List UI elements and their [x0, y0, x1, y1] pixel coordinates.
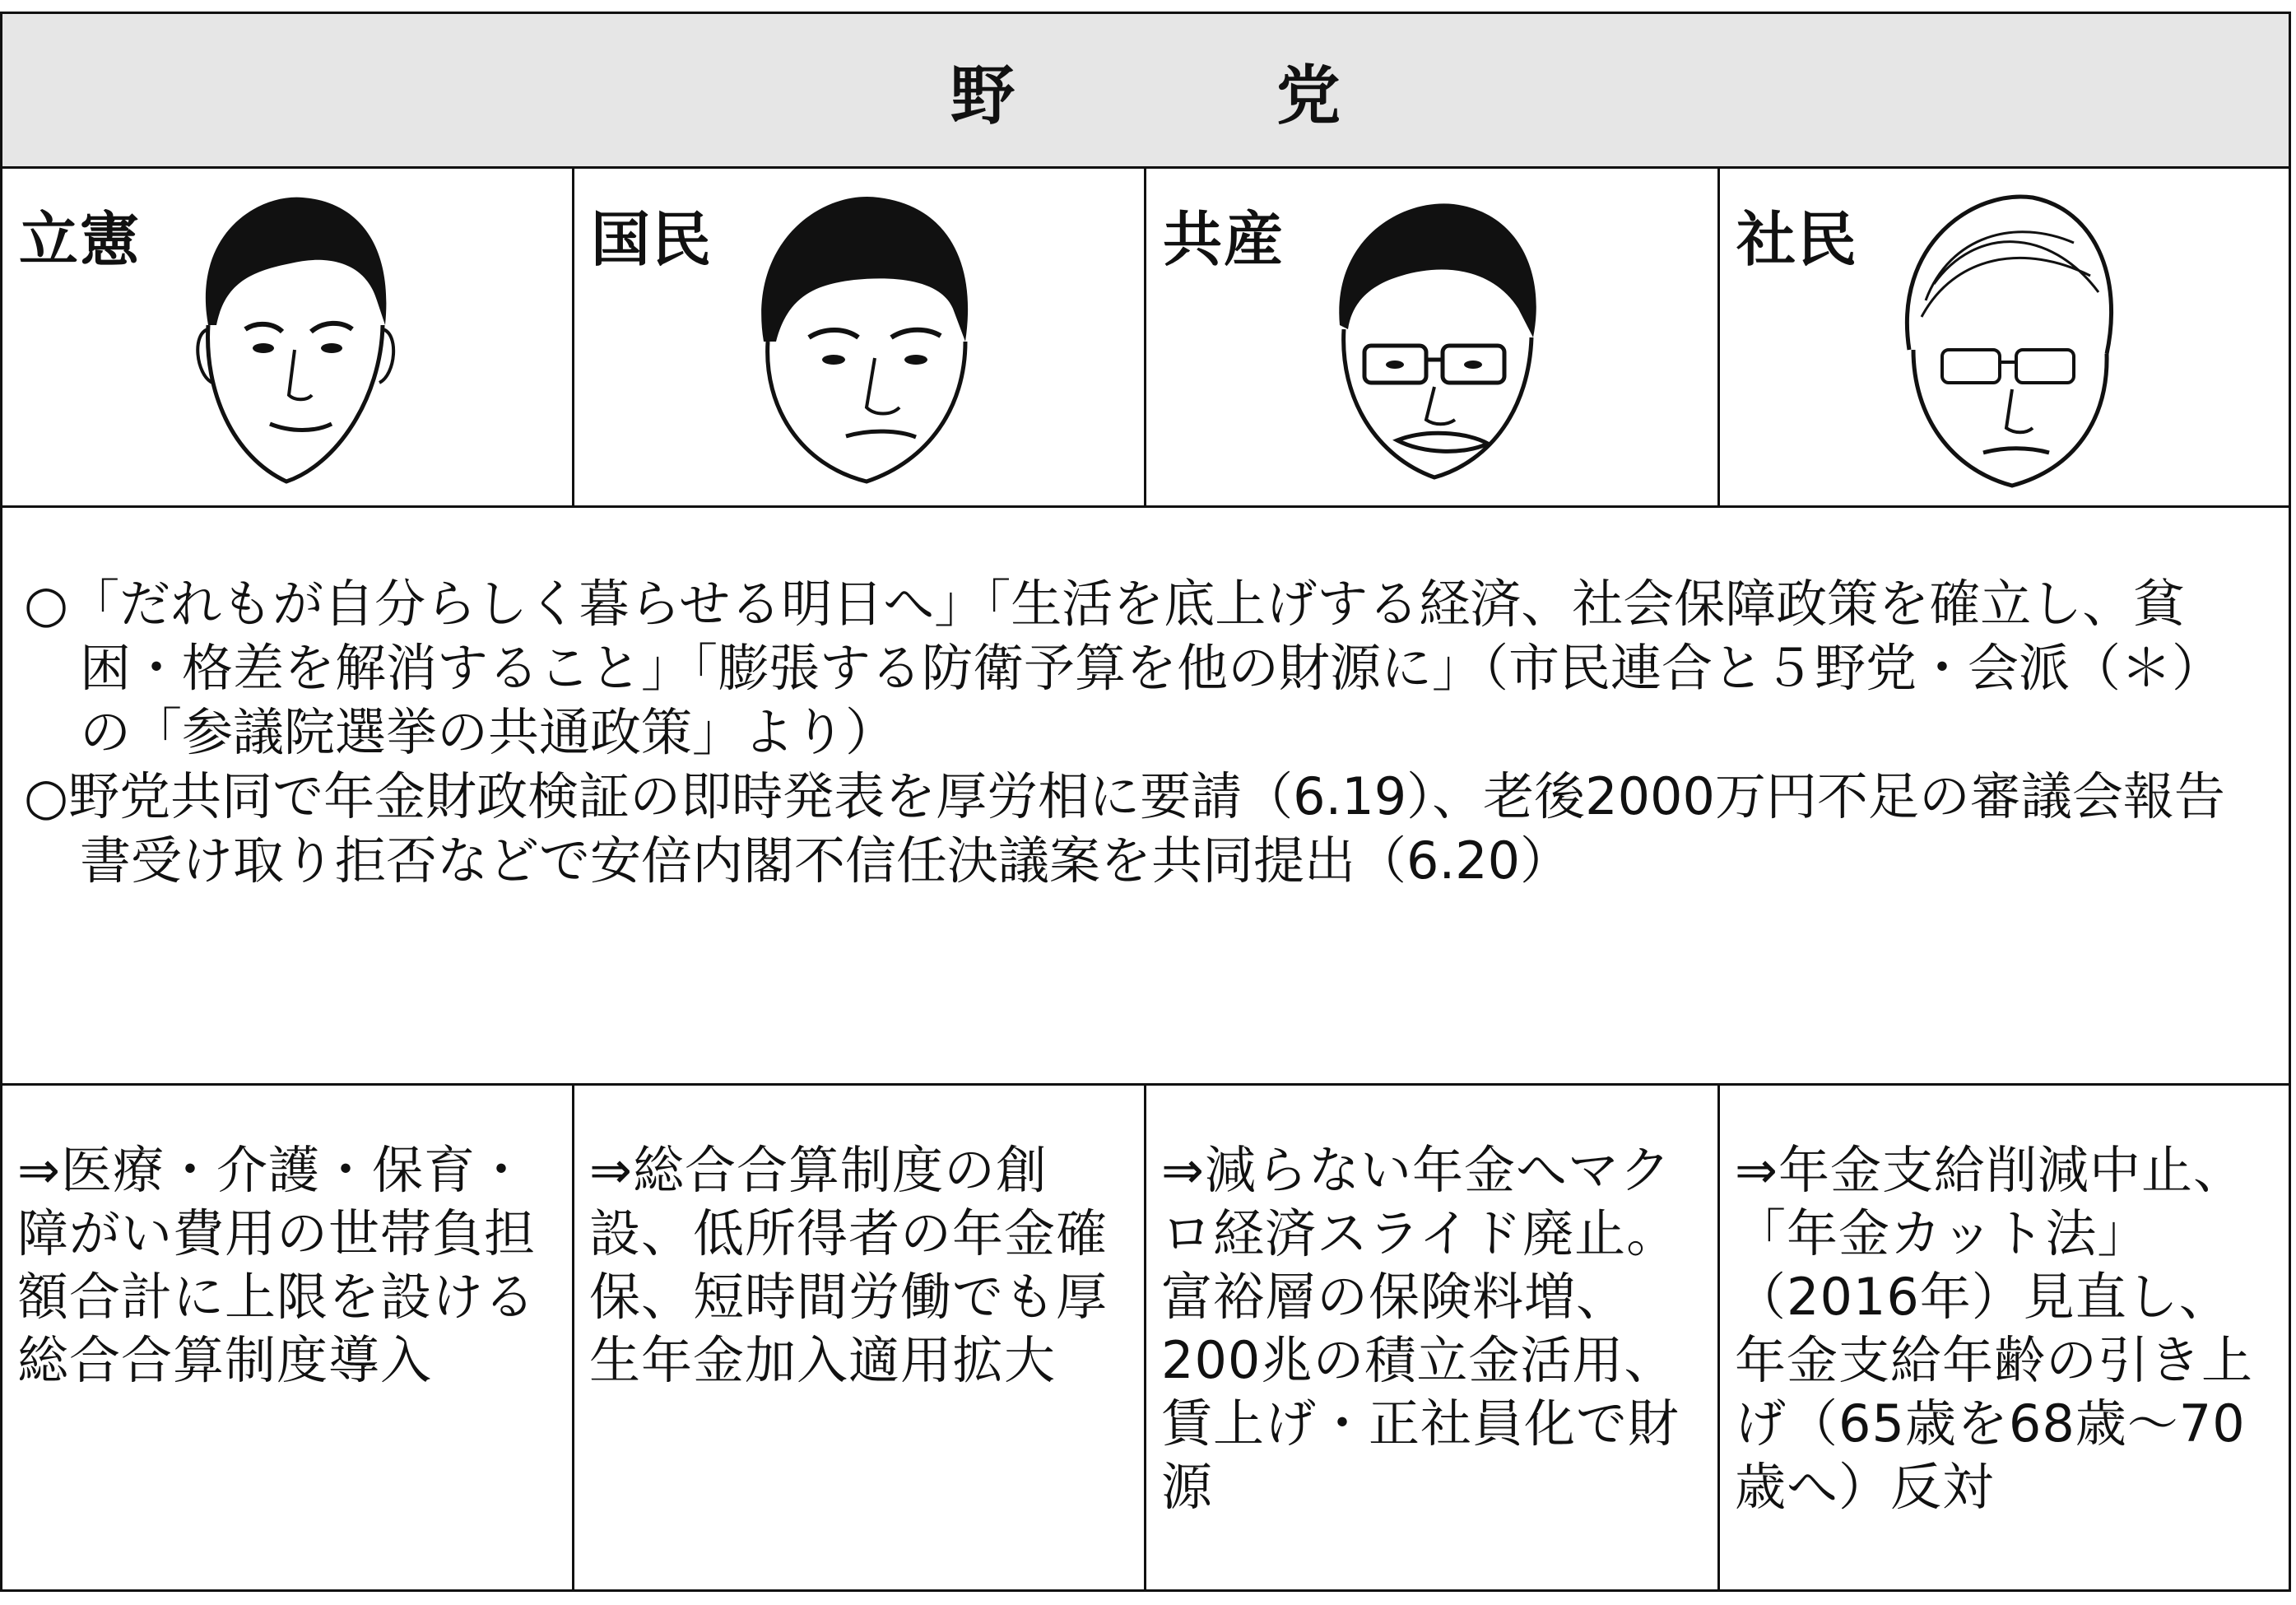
party-policy-text: ⇒年金支給削減中止、「年金カット法」（2016年）見直し、年金支給年齢の引き上げ（65歳を68歳～70歳へ）反対 — [1735, 1140, 2254, 1517]
portrait-icon — [1303, 185, 1558, 506]
party-policy-cell — [1720, 1086, 2290, 1592]
opposition-table — [0, 12, 2291, 1592]
portrait-icon — [731, 185, 986, 506]
party-policy-cell — [1146, 1086, 1720, 1592]
party-cell-rikken — [2, 169, 574, 505]
party-policy-text: ⇒医療・介護・保育・障がい費用の世帯負担額合計に上限を設ける総合合算制度導入 — [17, 1140, 537, 1390]
party-policy-text: ⇒減らない年金へマクロ経済スライド廃止。富裕層の保険料増、200兆の積立金活用、賃上げ・正社員化で財源 — [1161, 1140, 1680, 1517]
party-cell-kyosan — [1146, 169, 1720, 505]
party-policy-row — [2, 1086, 2289, 1592]
party-policy-text: ⇒総合合算制度の創設、低所得者の年金確保、短時間労働でも厚生年金加入適用拡大 — [589, 1140, 1108, 1390]
party-policy-cell — [574, 1086, 1146, 1592]
portrait-icon — [159, 185, 414, 506]
common-policy-section — [2, 508, 2289, 1086]
header-title: 野 党 — [950, 58, 1439, 133]
party-cell-kokumin — [574, 169, 1146, 505]
party-name: 共産 — [1163, 205, 1285, 274]
party-cell-shamin — [1720, 169, 2290, 505]
portrait-icon — [1876, 185, 2131, 506]
party-name: 国民 — [591, 205, 713, 274]
table-header — [2, 14, 2289, 169]
party-portrait-row — [2, 169, 2289, 508]
party-name: 立憲 — [19, 205, 142, 274]
policy-item: ○野党共同で年金財政検証の即時発表を厚労相に要請（6.19）、老後2000万円不足の審議会報告書受け取り拒否などで安倍内閣不信任決議案を共同提出（6.20） — [24, 766, 2225, 891]
party-name: 社民 — [1736, 205, 1859, 274]
common-policy-text — [24, 572, 2270, 893]
party-policy-cell — [2, 1086, 574, 1592]
policy-item: ○「だれもが自分らしく暮らせる明日へ」「生活を底上げする経済、社会保障政策を確立し、貧困・格差を解消すること」「膨張する防衛予算を他の財源に」（市民連合と５野党・会派（＊）の「参議院選挙の共通政策」より） — [24, 574, 2224, 762]
